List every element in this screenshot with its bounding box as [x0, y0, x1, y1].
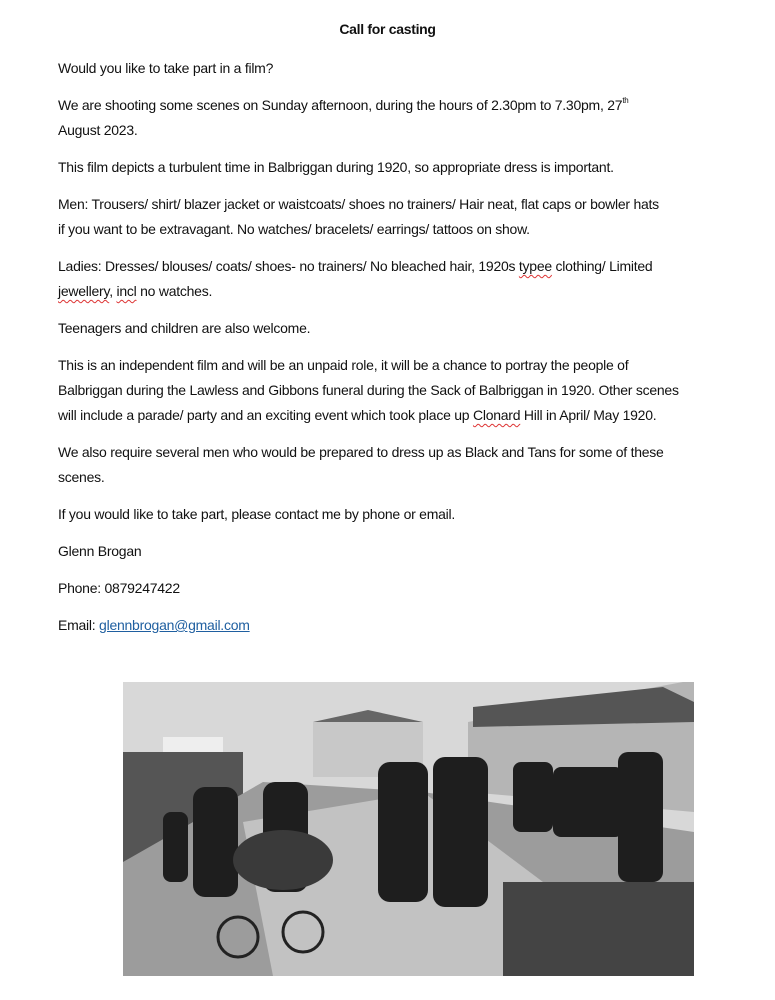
text-line: Would you like to take part in a film? [58, 60, 274, 76]
text-line: Glenn Brogan [58, 543, 142, 559]
text-line [58, 615, 738, 640]
text-line: Men: Trousers/ shirt/ blazer jacket or waistcoats/ shoes no trainers/ Hair neat, flat caps or bowler hats [58, 196, 659, 212]
text: clothing/ Limited [551, 258, 653, 274]
text-line: scenes. [58, 469, 105, 485]
text: will include a parade/ party and an exciting event which took place up [58, 407, 473, 423]
text-line: We also require several men who would be prepared to dress up as Black and Tans for some of these [58, 444, 664, 460]
misspelled-word: jewellery [58, 283, 110, 299]
text-line: This film depicts a turbulent time in Balbriggan during 1920, so appropriate dress is important. [58, 159, 614, 175]
text: , [109, 283, 117, 299]
photo-illustration [123, 682, 694, 976]
contact-email [58, 615, 738, 640]
misspelled-word: typee [518, 258, 552, 274]
misspelled-word: Clonard [472, 407, 521, 423]
historical-photo [123, 682, 694, 976]
text: We are shooting some scenes on Sunday afternoon, during the hours of 2.30pm to 7.30pm, 27 [58, 97, 623, 113]
paragraph-setting [58, 157, 738, 182]
text-line [58, 405, 738, 430]
email-label: Email: [58, 617, 100, 633]
page-title: Call for casting [339, 21, 436, 37]
text-line: This is an independent film and will be an unpaid role, it will be a chance to portray the people of [58, 357, 629, 373]
paragraph-teenagers [58, 318, 738, 343]
paragraph-film-info [58, 355, 738, 430]
contact-name [58, 541, 738, 566]
email-link[interactable]: glennbrogan@gmail.com [99, 617, 250, 633]
paragraph-men-dress [58, 194, 738, 244]
misspelled-word: incl [116, 283, 137, 299]
text: no watches. [136, 283, 213, 299]
text-line: if you want to be extravagant. No watches/ bracelets/ earrings/ tattoos on show. [58, 221, 530, 237]
text-line: Phone: 0879247422 [58, 580, 180, 596]
paragraph-black-and-tans [58, 442, 738, 492]
paragraph-intro [58, 58, 738, 83]
paragraph-ladies-dress [58, 256, 738, 306]
text-line: If you would like to take part, please contact me by phone or email. [58, 506, 456, 522]
text: Hill in April/ May 1920. [520, 407, 657, 423]
contact-phone [58, 578, 738, 603]
paragraph-contact-request [58, 504, 738, 529]
superscript: th [622, 96, 629, 105]
text-line [58, 256, 738, 281]
text-line: Teenagers and children are also welcome. [58, 320, 311, 336]
paragraph-schedule [58, 95, 738, 145]
text-line: August 2023. [58, 122, 138, 138]
text-line [58, 281, 738, 306]
text-line [58, 95, 738, 120]
text: Ladies: Dresses/ blouses/ coats/ shoes- no trainers/ No bleached hair, 1920s [58, 258, 519, 274]
text-line: Balbriggan during the Lawless and Gibbons funeral during the Sack of Balbriggan in 1920. Other scenes [58, 382, 679, 398]
document-body [58, 58, 738, 652]
